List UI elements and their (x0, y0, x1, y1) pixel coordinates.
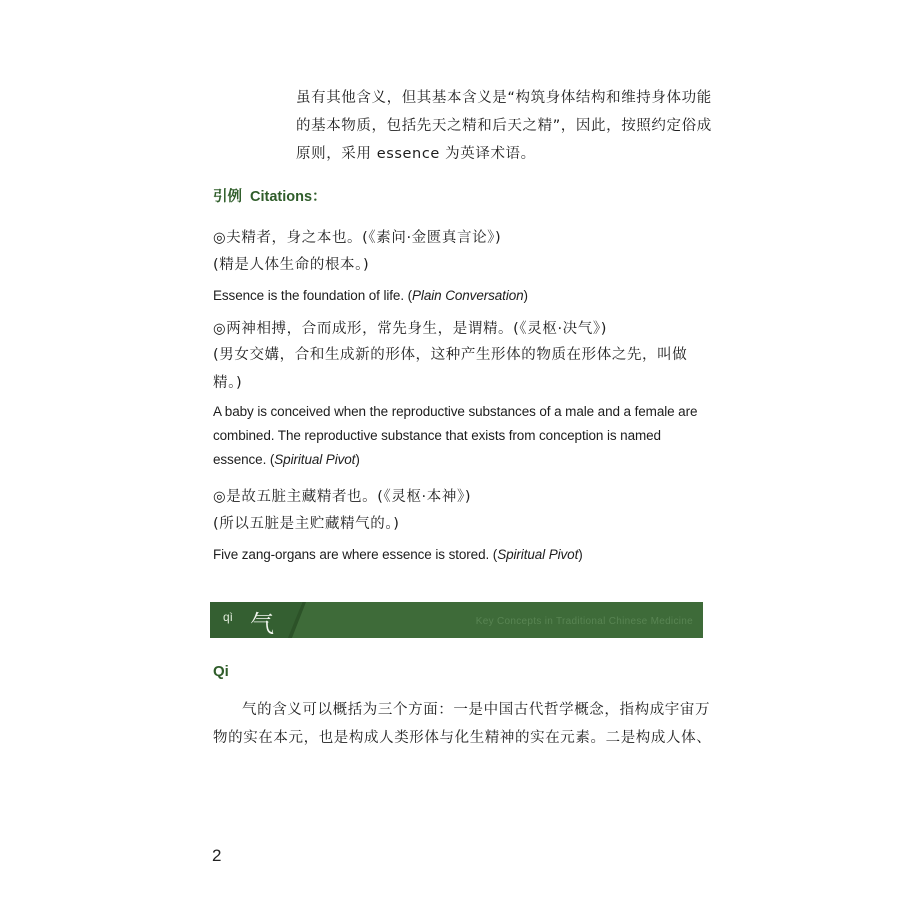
term-header-band (210, 602, 703, 638)
citation-2-zh: ◎两神相搏，合而成形，常先身生，是谓精。(《灵枢·决气》) (213, 321, 607, 337)
citation-3-zh-explanation: (所以五脏是主贮藏精气的。) (213, 516, 400, 532)
term-pinyin: qì (223, 610, 234, 624)
citation-3-source: Spiritual Pivot (497, 547, 579, 562)
citation-2-en (213, 400, 713, 472)
citation-1-close: ) (523, 288, 528, 303)
citations-heading-zh: 引例 (213, 188, 242, 205)
citation-2-en-text: A baby is conceived when the reproductive substances of a male and a female are combined. The reproductive substance that exists from conception is named essence. ( (213, 404, 698, 467)
citation-1-en (213, 284, 528, 308)
page-number: 2 (212, 846, 222, 865)
citations-heading (213, 186, 327, 208)
term-body-paragraph: 气的含义可以概括为三个方面：一是中国古代哲学概念，指构成宇宙万物的实在本元，也是构成人类形体与化生精神的实在元素。二是构成人体、 (213, 702, 712, 746)
citation-1-en-text: Essence is the foundation of life. ( (213, 288, 413, 303)
citation-1-source: Plain Conversation (412, 288, 524, 303)
citation-3-en-text: Five zang-organs are where essence is stored. ( (213, 547, 498, 562)
term-hanzi: 气 (250, 610, 274, 638)
citation-3-zh: ◎是故五脏主藏精者也。(《灵枢·本神》) (213, 489, 472, 505)
citation-1-zh: ◎夫精者，身之本也。(《素问·金匮真言论》) (213, 230, 502, 246)
citation-1-zh-explanation: (精是人体生命的根本。) (213, 257, 370, 273)
citation-2-zh-explanation: (男女交媾，合和生成新的形体，这种产生形体的物质在形体之先，叫做精。) (213, 347, 688, 391)
citation-3-close: ) (578, 547, 583, 562)
citation-2-close: ) (355, 452, 360, 467)
citation-2-source: Spiritual Pivot (274, 452, 356, 467)
term-band-watermark: Key Concepts in Traditional Chinese Medicine (475, 616, 693, 627)
citations-heading-en: Citations： (250, 189, 327, 205)
citation-3-en (213, 543, 583, 567)
intro-paragraph: 虽有其他含义，但其基本含义是“构筑身体结构和维持身体功能的基本物质，包括先天之精和后天之精”，因此，按照约定俗成原则，采用 essence 为英译术语。 (296, 90, 712, 162)
term-title: Qi (213, 663, 229, 680)
